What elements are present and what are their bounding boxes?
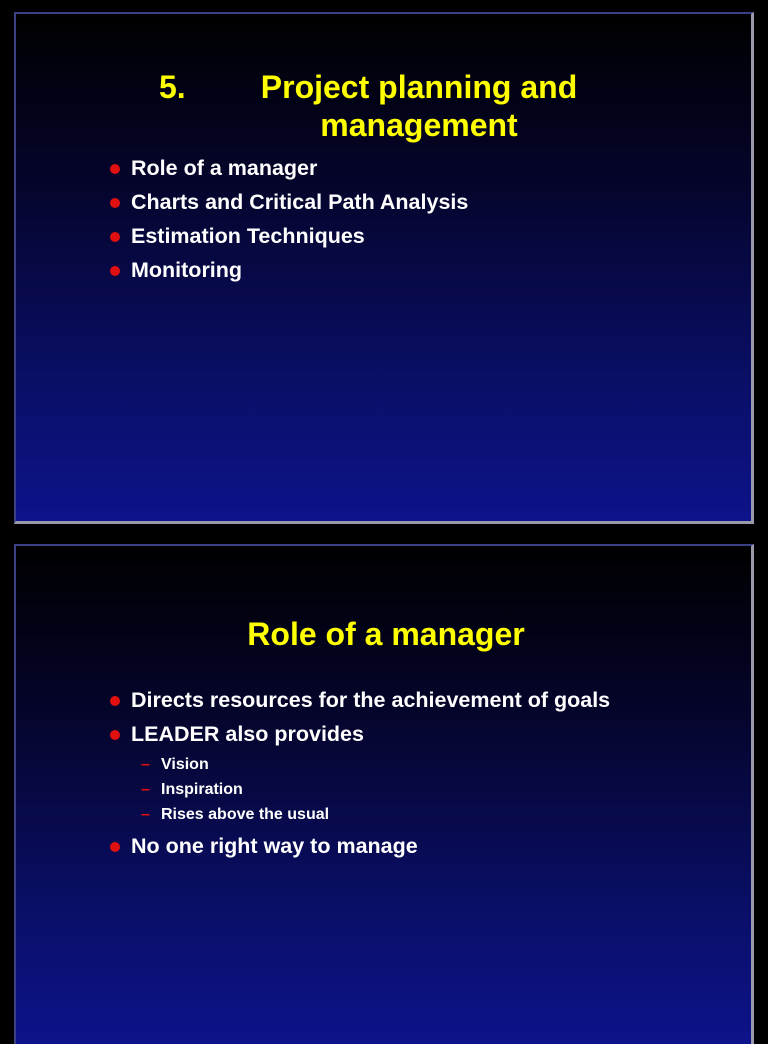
bullet-text: No one right way to manage	[131, 834, 418, 858]
bullet-item	[108, 834, 628, 859]
sub-bullet-item	[131, 805, 628, 825]
bullet-text: LEADER also provides	[131, 722, 364, 746]
bullet-dot-icon	[110, 730, 120, 740]
dash-bullet-icon: –	[141, 756, 150, 773]
bullet-dot-icon	[110, 164, 120, 174]
bullet-text: Charts and Critical Path Analysis	[131, 190, 469, 214]
bullet-item	[108, 258, 468, 283]
slide-2	[0, 532, 768, 1024]
sub-bullet-text: Inspiration	[161, 781, 243, 798]
bullet-dot-icon	[110, 696, 120, 706]
bullet-text: Directs resources for the achievement of goals	[131, 688, 611, 712]
bullet-item	[108, 224, 468, 249]
dash-bullet-icon: –	[141, 806, 150, 823]
sub-bullet-text: Rises above the usual	[161, 806, 330, 823]
bullet-text: Monitoring	[131, 258, 243, 282]
bullet-item	[108, 156, 468, 181]
slide-1-title: Project planning and management	[260, 69, 578, 143]
sub-bullet-list	[131, 755, 628, 825]
slide-1-bullet-list	[108, 156, 468, 292]
sub-bullet-text: Vision	[161, 756, 209, 773]
sub-bullet-item	[131, 755, 628, 775]
slide-2-title: Role of a manager	[247, 616, 525, 652]
bullet-dot-icon	[110, 232, 120, 242]
bullet-dot-icon	[110, 266, 120, 276]
bullet-item	[108, 722, 628, 825]
bullet-text: Estimation Techniques	[131, 224, 365, 248]
slide-2-bullet-list	[108, 688, 628, 868]
slide-1-frame	[14, 12, 754, 524]
bullet-item	[108, 688, 628, 713]
dash-bullet-icon: –	[141, 781, 150, 798]
slide-1-title-number: 5.	[159, 69, 186, 105]
bullet-item	[108, 190, 468, 215]
sub-bullet-item	[131, 780, 628, 800]
bullet-text: Role of a manager	[131, 156, 318, 180]
bullet-dot-icon	[110, 198, 120, 208]
bullet-dot-icon	[110, 842, 120, 852]
slide-2-frame	[14, 544, 754, 1044]
